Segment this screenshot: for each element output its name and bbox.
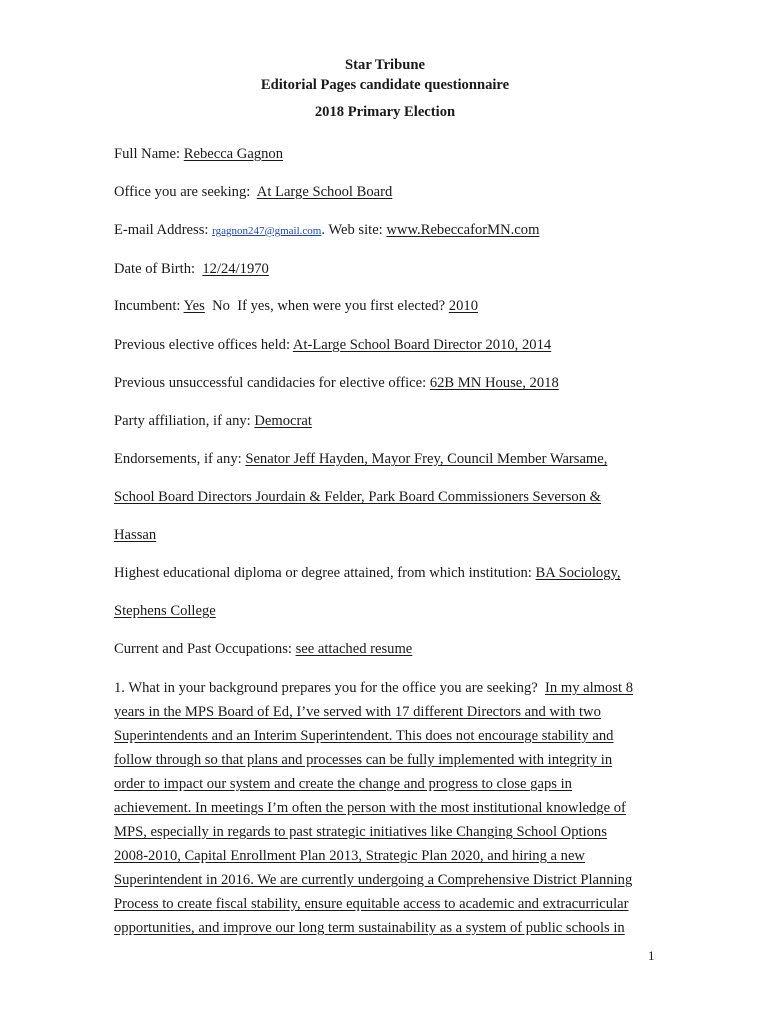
contact-row xyxy=(114,222,539,239)
answer-line: Process to create fiscal stability, ensure equitable access to academic and extracurricular xyxy=(114,896,629,912)
website-label: Web site: xyxy=(328,222,383,238)
education-value-1: BA Sociology, xyxy=(535,565,621,581)
question-1-prompt: 1. What in your background prepares you for the office you are seeking? xyxy=(114,680,538,696)
endorsements-line-2: School Board Directors Jourdain & Felder, Park Board Commissioners Severson & xyxy=(114,489,602,505)
endorsements-row-2 xyxy=(114,489,601,506)
office-row xyxy=(114,184,392,201)
party-label: Party affiliation, if any: xyxy=(114,413,251,429)
page-number: 1 xyxy=(648,948,655,963)
education-row xyxy=(114,565,621,582)
occupations-row xyxy=(114,641,412,658)
email-label: E-mail Address: xyxy=(114,222,209,238)
office-value: At Large School Board xyxy=(256,184,393,200)
prev-unsuccessful-row xyxy=(114,375,559,392)
answer-line: Superintendents and an Interim Superintendent. This does not encourage stability and xyxy=(114,728,614,744)
endorsements-label: Endorsements, if any: xyxy=(114,451,242,467)
incumbent-label: Incumbent: xyxy=(114,298,181,314)
education-value-2: Stephens College xyxy=(114,603,216,619)
publication-title: Star Tribune xyxy=(345,57,425,73)
prev-unsuccessful-label: Previous unsuccessful candidacies for elective office: xyxy=(114,375,427,391)
email-link[interactable]: rgagnon247@gmail.com xyxy=(212,225,322,237)
party-value: Democrat xyxy=(254,413,312,429)
first-elected-value: 2010 xyxy=(448,298,478,314)
prev-offices-row xyxy=(114,337,551,354)
endorsements-row xyxy=(114,451,607,468)
incumbent-no: No xyxy=(212,298,230,314)
email-separator: . xyxy=(321,222,325,238)
education-row-2 xyxy=(114,603,216,620)
dob-row xyxy=(114,261,269,278)
prev-unsuccessful-value: 62B MN House, 2018 xyxy=(429,375,559,391)
occupations-value: see attached resume xyxy=(295,641,413,657)
party-row xyxy=(114,413,312,430)
incumbent-yes: Yes xyxy=(183,298,205,314)
full-name-label: Full Name: xyxy=(114,146,181,162)
prev-offices-value: At-Large School Board Director 2010, 2014 xyxy=(292,337,552,353)
occupations-label: Current and Past Occupations: xyxy=(114,641,292,657)
full-name-row xyxy=(114,146,283,163)
answer-line: Superintendent in 2016. We are currently undergoing a Comprehensive District Planning xyxy=(114,872,633,888)
dob-label: Date of Birth: xyxy=(114,261,196,277)
endorsements-line-3: Hassan xyxy=(114,527,157,543)
incumbent-row xyxy=(114,298,478,315)
dob-value: 12/24/1970 xyxy=(202,261,269,277)
answer-line: years in the MPS Board of Ed, I’ve served with 17 different Directors and with two xyxy=(114,704,601,720)
election-title: 2018 Primary Election xyxy=(314,104,456,120)
office-label: Office you are seeking: xyxy=(114,184,251,200)
answer-line: follow through so that plans and processes can be fully implemented with integrity in xyxy=(114,752,613,768)
answer-line: achievement. In meetings I’m often the person with the most institutional knowledge of xyxy=(114,800,626,816)
endorsements-row-3 xyxy=(114,527,156,544)
answer-line: 2008-2010, Capital Enrollment Plan 2013, Strategic Plan 2020, and hiring a new xyxy=(114,848,585,864)
answer-line: opportunities, and improve our long term sustainability as a system of public schools in xyxy=(114,920,625,936)
question-1-prompt-row xyxy=(114,680,633,697)
education-label: Highest educational diploma or degree attained, from which institution: xyxy=(114,565,532,581)
endorsements-line-1: Senator Jeff Hayden, Mayor Frey, Council Member Warsame, xyxy=(245,451,608,467)
answer-line: MPS, especially in regards to past strategic initiatives like Changing School Options xyxy=(114,824,607,840)
first-elected-label: If yes, when were you first elected? xyxy=(237,298,446,314)
website-link[interactable]: www.RebeccaforMN.com xyxy=(386,222,540,238)
questionnaire-title: Editorial Pages candidate questionnaire xyxy=(260,77,510,93)
question-1-answer-start: In my almost 8 xyxy=(545,680,634,696)
full-name-value: Rebecca Gagnon xyxy=(183,146,284,162)
prev-offices-label: Previous elective offices held: xyxy=(114,337,291,353)
answer-line: order to impact our system and create the change and progress to close gaps in xyxy=(114,776,572,792)
